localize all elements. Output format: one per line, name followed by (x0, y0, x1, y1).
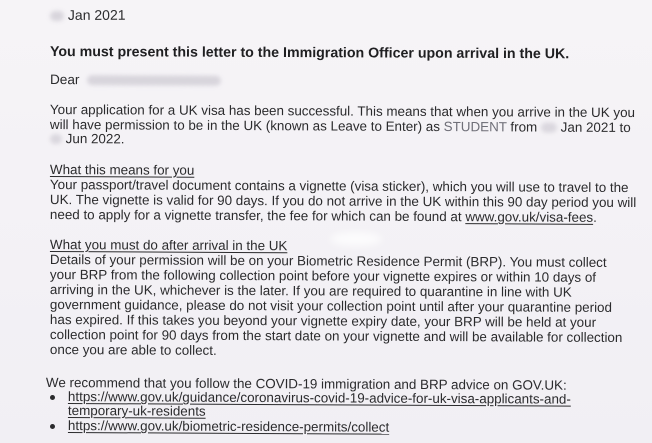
date-text: Jan 2021 (67, 6, 126, 23)
section1-line-1: Your passport/travel document contains a vignette (visa sticker), which you will use to travel to the (49, 177, 629, 196)
paper-glare (330, 232, 382, 246)
intro-line-2 (50, 117, 631, 135)
section-title-after-arrival: What you must do after arrival in the UK (49, 237, 288, 254)
section1-line-3-end: . (593, 209, 597, 225)
intro-line-2c: Jan 2021 to (560, 119, 631, 136)
section1-line-3 (50, 207, 597, 225)
recommend-line: We recommend that you follow the COVID-19 immigration and BRP advice on GOV.UK: (45, 375, 567, 393)
section1-line-3-text: need to apply for a vignette transfer, the fee for which can be found at (49, 207, 462, 225)
redacted-end-day (50, 134, 62, 144)
visa-category: STUDENT (443, 119, 507, 135)
section2-line-6: collection point for 90 days from the start date on your vignette and will be available for collection (49, 327, 623, 345)
section2-line-1: Details of your permission will be on your Biometric Residence Permit (BRP). You must collect (49, 252, 607, 270)
section-title-what-this-means: What this means for you (49, 162, 195, 178)
section2-line-7: once you are able to collect. (49, 342, 217, 358)
bullet-icon (50, 395, 55, 400)
section2-line-2: your BRP from the following collection point before your vignette expires or within 10 days of (49, 267, 597, 285)
letter-date (50, 8, 126, 23)
covid-advice-link-cont[interactable]: temporary-uk-residents (67, 403, 206, 419)
salutation (50, 72, 221, 88)
redacted-day (50, 11, 64, 21)
salutation-text: Dear (49, 72, 80, 88)
intro-line-3 (50, 131, 125, 146)
visa-fees-link[interactable]: www.gov.uk/visa-fees (465, 209, 594, 225)
covid-advice-link[interactable]: https://www.gov.uk/guidance/coronavirus-covid-19-advice-for-uk-visa-applicants-and- (67, 389, 571, 407)
section2-line-3: arriving in the UK, whichever is the later. If you are required to quarantine in line with UK (49, 282, 572, 300)
intro-line-2b: from (510, 119, 538, 135)
redacted-start-day (541, 123, 557, 133)
intro-line-1: Your application for a UK visa has been successful. This means that when you arrive in the UK you (49, 102, 636, 121)
bullet-icon (50, 424, 55, 429)
letter-heading: You must present this letter to the Immigration Officer upon arrival in the UK. (49, 44, 570, 63)
redacted-name (87, 76, 221, 87)
section1-line-2: UK. The vignette is valid for 90 days. If you do not arrive in the UK within this 90 day period you will (49, 192, 637, 211)
section2-line-4: government guidance, please do not visit your collection point until after your quarantine period (49, 297, 613, 315)
section2-line-5: has expired. If this takes you beyond your vignette expiry date, your BRP will be held at your (49, 312, 597, 330)
brp-collect-link[interactable]: https://www.gov.uk/biometric-residence-permits/collect (67, 418, 390, 435)
intro-line-3-text: Jun 2022. (65, 131, 125, 147)
intro-line-2a: will have permission to be in the UK (known as Leave to Enter) as (49, 117, 441, 135)
